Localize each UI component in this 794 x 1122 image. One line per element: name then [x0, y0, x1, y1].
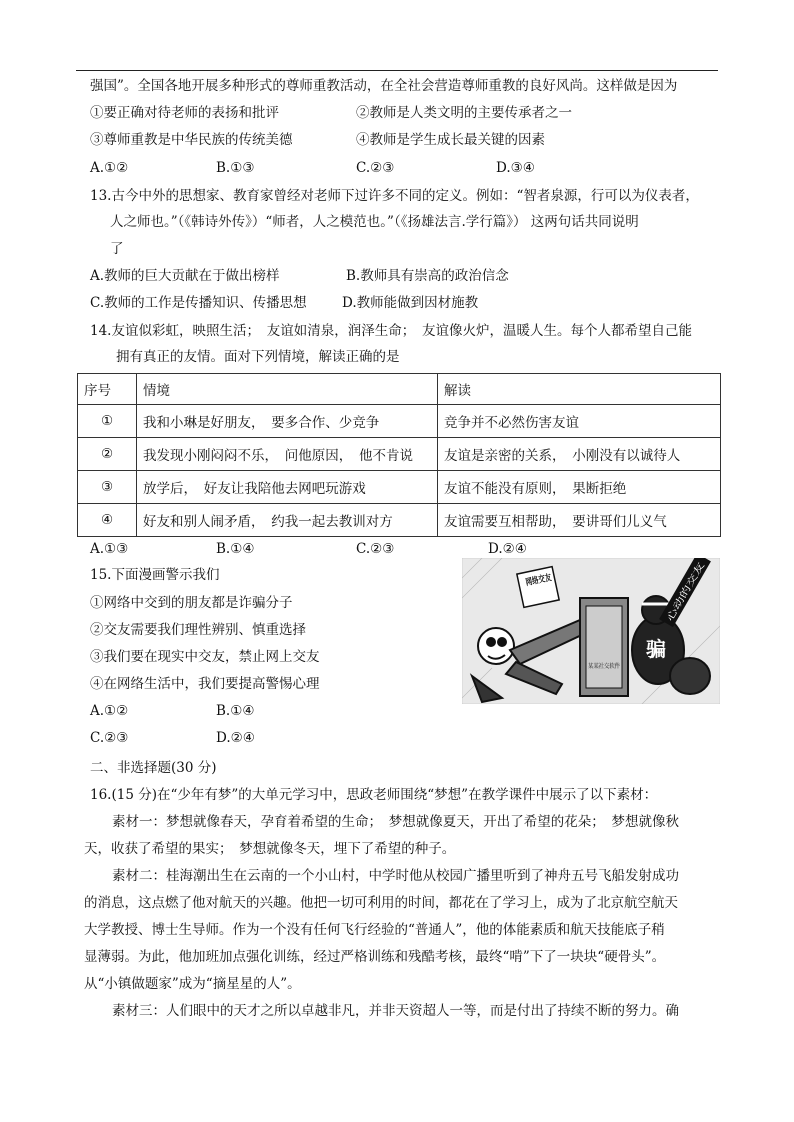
cartoon-fraud-label: 骗	[646, 637, 666, 661]
material-line: 素材二：桂海潮出生在云南的一个小山村，中学时他从校园广播里听到了神舟五号飞船发射成功	[112, 868, 679, 884]
option-c[interactable]: C.②③	[356, 541, 395, 557]
row-situation: 放学后， 好友让我陪他去网吧玩游戏	[137, 471, 438, 504]
cartoon-tag	[517, 567, 563, 608]
option-d[interactable]: D.③④	[496, 160, 535, 176]
question-stem: 16.(15 分)在“少年有梦”的大单元学习中，思政老师围绕“梦想”在教学课件中展示了以下素材：	[90, 787, 658, 803]
svg-text:心动的交友: 心动的交友	[665, 579, 697, 624]
statement-3: ③我们要在现实中交友，禁止网上交友	[90, 649, 320, 665]
option-a[interactable]: A.①②	[90, 703, 129, 719]
header-number: 序号	[78, 374, 137, 405]
table-row	[78, 504, 721, 537]
row-number: ④	[78, 504, 137, 537]
statement-2: ②教师是人类文明的主要传承者之一	[356, 105, 572, 121]
question-stem: 了	[110, 241, 124, 257]
material-line: 从“小镇做题家”成为“摘星星的人”。	[84, 976, 301, 992]
row-interpretation: 友谊需要互相帮助， 要讲哥们儿义气	[438, 504, 721, 537]
header-situation: 情境	[137, 374, 438, 405]
statement-2: ②交友需要我们理性辨别、慎重选择	[90, 622, 306, 638]
table-header-row	[78, 374, 721, 405]
material-line: 天，收获了希望的果实； 梦想就像冬天，埋下了希望的种子。	[84, 841, 456, 857]
table-row	[78, 438, 721, 471]
question-stem: 14.友谊似彩虹，映照生活； 友谊如清泉，润泽生命； 友谊像火炉，温暖人生。每个人都希望自己能	[90, 323, 692, 339]
continued-question-line: 强国”。全国各地开展多种形式的尊师重教活动，在全社会营造尊师重教的良好风尚。这样做是因为	[90, 78, 678, 94]
material-line: 显薄弱。为此，他加班加点强化训练，经过严格训练和残酷考核，最终“啃”下了一块块“硬骨头”。	[84, 949, 666, 965]
row-situation: 我发现小刚闷闷不乐， 问他原因， 他不肯说	[137, 438, 438, 471]
option-b[interactable]: B.①④	[216, 541, 255, 557]
material-line: 素材一：梦想就像春天，孕育着希望的生命； 梦想就像夏天，开出了希望的花朵； 梦想就像秋	[112, 814, 679, 830]
option-d[interactable]: D.教师能做到因材施教	[342, 295, 479, 311]
question-stem: 拥有真正的友情。面对下列情境，解读正确的是	[116, 349, 400, 365]
option-a[interactable]: A.①②	[90, 160, 129, 176]
option-d[interactable]: D.②④	[216, 730, 255, 746]
statement-4: ④在网络生活中，我们要提高警惕心理	[90, 676, 320, 692]
option-a[interactable]: A.①③	[90, 541, 129, 557]
option-a[interactable]: A.教师的巨大贡献在于做出榜样	[90, 268, 280, 284]
row-number: ①	[78, 405, 137, 438]
table-row	[78, 405, 721, 438]
statement-1: ①网络中交到的朋友都是诈骗分子	[90, 595, 293, 611]
cartoon-phone-label: 某某社交软件	[588, 663, 625, 670]
statement-3: ③尊师重教是中华民族的传统美德	[90, 132, 293, 148]
statement-4: ④教师是学生成长最关键的因素	[356, 132, 545, 148]
row-situation: 好友和别人闹矛盾， 约我一起去教训对方	[137, 504, 438, 537]
question-stem: 15.下面漫画警示我们	[90, 567, 220, 583]
row-number: ③	[78, 471, 137, 504]
header-interpretation: 解读	[438, 374, 721, 405]
option-c[interactable]: C.②③	[90, 730, 129, 746]
table-row	[78, 471, 721, 504]
row-interpretation: 竞争并不必然伤害友谊	[438, 405, 721, 438]
material-line: 素材三：人们眼中的天才之所以卓越非凡，并非天资超人一等，而是付出了持续不断的努力。确	[112, 1003, 679, 1019]
statement-1: ①要正确对待老师的表扬和批评	[90, 105, 279, 121]
question-stem: 13.古今中外的思想家、教育家曾经对老师下过许多不同的定义。例如：“智者泉源，行可以为仪表者，	[90, 188, 699, 204]
option-c[interactable]: C.②③	[356, 160, 395, 176]
option-d[interactable]: D.②④	[488, 541, 527, 557]
row-number: ②	[78, 438, 137, 471]
option-b[interactable]: B.教师具有崇高的政治信念	[346, 268, 509, 284]
question-stem: 人之师也。”（《韩诗外传》）“师者，人之模范也。”（《扬雄法言.学行篇》） 这两句话共同说明	[110, 214, 639, 230]
row-situation: 我和小琳是好朋友， 要多合作、少竞争	[137, 405, 438, 438]
section-heading: 二、非选择题(30 分)	[90, 760, 217, 776]
row-interpretation: 友谊是亲密的关系， 小刚没有以诚待人	[438, 438, 721, 471]
material-line: 的消息，这点燃了他对航天的兴趣。他把一切可利用的时间，都花在了学习上，成为了北京航空航天	[84, 895, 678, 911]
page-top-rule	[76, 70, 718, 71]
option-b[interactable]: B.①④	[216, 703, 255, 719]
option-b[interactable]: B.①③	[216, 160, 255, 176]
online-friendship-cartoon	[462, 558, 720, 704]
material-line: 大学教授、博士生导师。作为一个没有任何飞行经验的“普通人”，他的体能素质和航天技能底子稍	[84, 922, 665, 938]
row-interpretation: 友谊不能没有原则， 果断拒绝	[438, 471, 721, 504]
option-c[interactable]: C.教师的工作是传播知识、传播思想	[90, 295, 307, 311]
situation-table	[77, 373, 721, 537]
svg-text:网络交友: 网络交友	[524, 571, 563, 589]
